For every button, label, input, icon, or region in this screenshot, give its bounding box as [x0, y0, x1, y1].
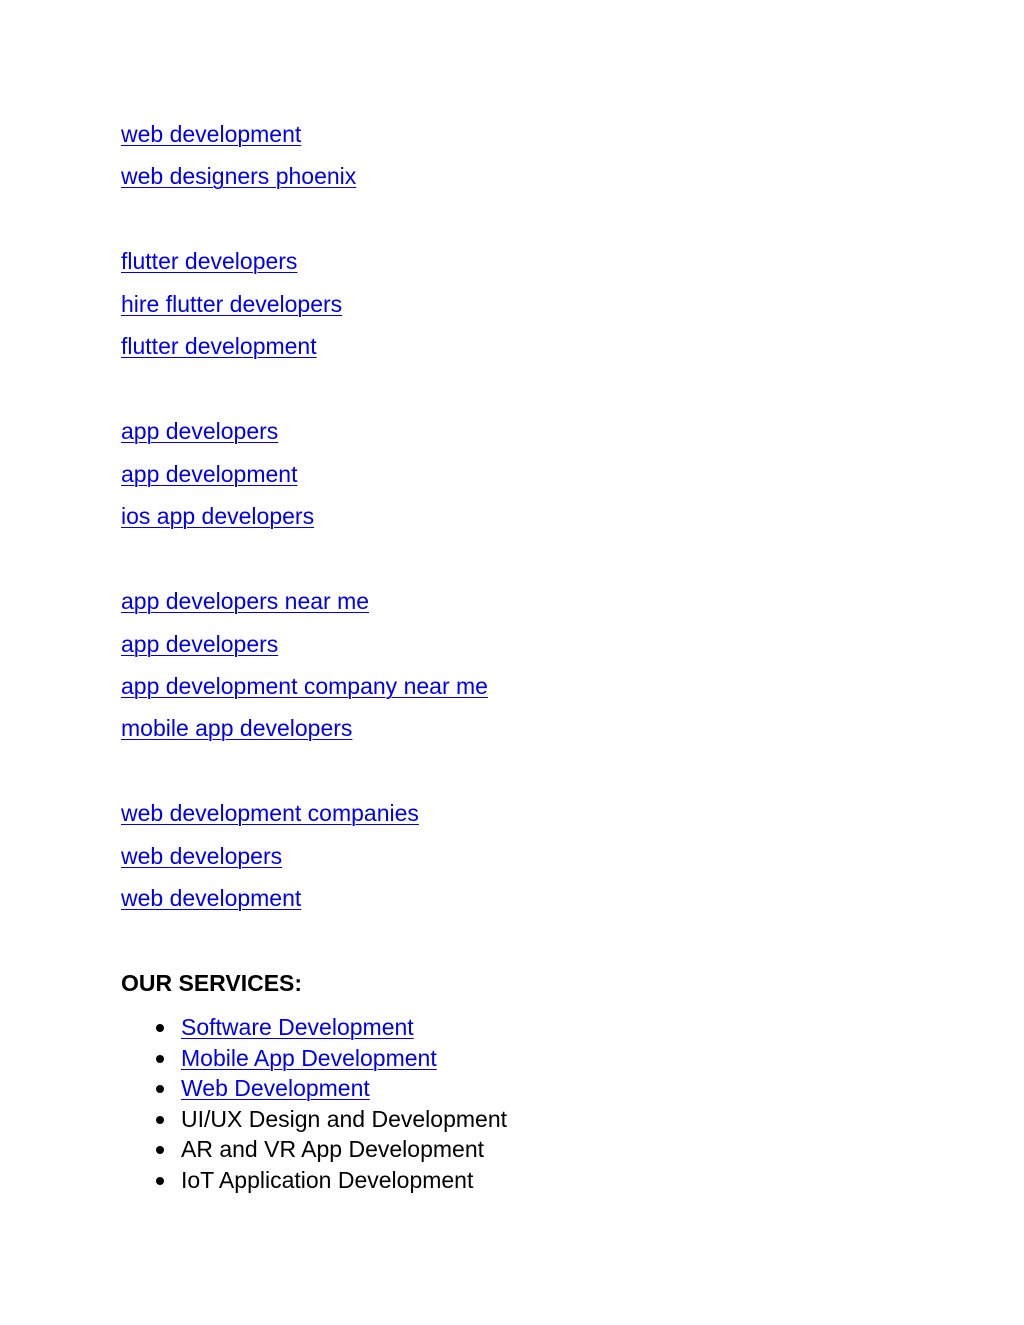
link-ios-app-developers[interactable]: ios app developers: [121, 503, 315, 529]
bullet-icon: [156, 1177, 164, 1185]
service-link-web-development[interactable]: Web Development: [181, 1075, 370, 1102]
link-web-development-companies[interactable]: web development companies: [121, 800, 419, 826]
link-app-development[interactable]: app development: [121, 461, 298, 487]
link-web-development[interactable]: web development: [121, 121, 302, 147]
bullet-icon: [156, 1024, 164, 1032]
bullet-icon: [156, 1116, 164, 1124]
service-link-software-development[interactable]: Software Development: [181, 1014, 414, 1040]
link-app-developers[interactable]: app developers: [121, 418, 279, 444]
link-flutter-developers[interactable]: flutter developers: [121, 248, 298, 274]
link-app-developers-2[interactable]: app developers: [121, 631, 279, 657]
link-hire-flutter-developers[interactable]: hire flutter developers: [121, 291, 343, 317]
link-web-development-2[interactable]: web development: [121, 885, 302, 911]
service-label-ui-ux-design: UI/UX Design and Development: [181, 1105, 507, 1132]
link-app-development-company-near-me[interactable]: app development company near me: [121, 673, 488, 699]
service-label-iot-application-development: IoT Application Development: [181, 1166, 474, 1193]
link-web-developers[interactable]: web developers: [121, 843, 283, 869]
link-mobile-app-developers[interactable]: mobile app developers: [121, 715, 353, 741]
service-label-ar-vr-app-development: AR and VR App Development: [181, 1136, 485, 1163]
bullet-icon: [156, 1055, 164, 1063]
bullet-icon: [156, 1085, 164, 1093]
link-web-designers-phoenix[interactable]: web designers phoenix: [121, 163, 357, 189]
services-heading: OUR SERVICES:: [121, 970, 303, 996]
link-flutter-development[interactable]: flutter development: [121, 333, 317, 359]
service-link-mobile-app-development[interactable]: Mobile App Development: [181, 1044, 437, 1071]
bullet-icon: [156, 1146, 164, 1154]
link-app-developers-near-me[interactable]: app developers near me: [121, 588, 370, 614]
